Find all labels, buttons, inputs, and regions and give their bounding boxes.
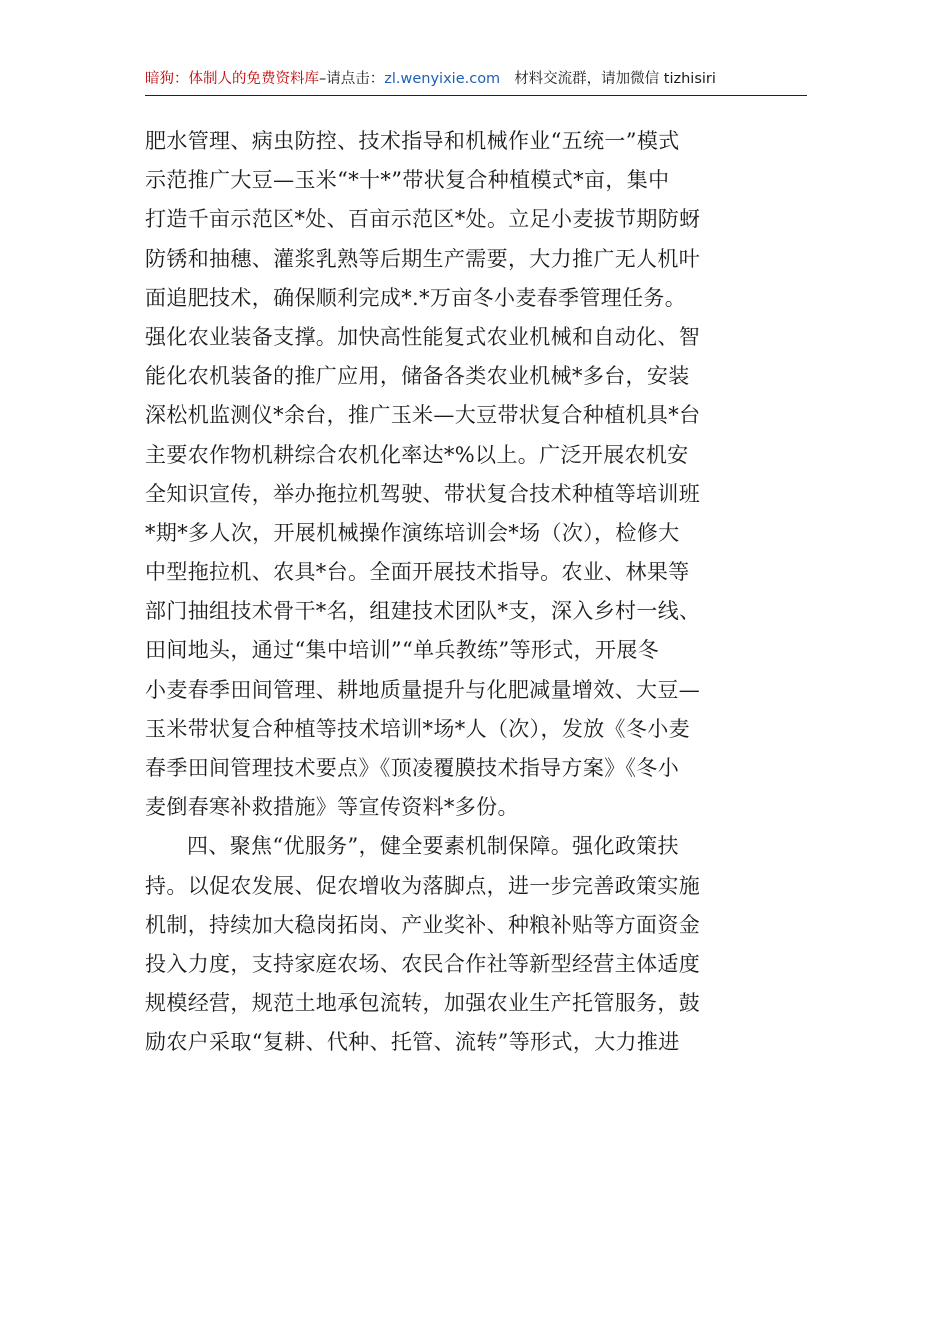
text-line: 主要农作物机耕综合农机化率达*%以上。广泛开展农机安 <box>145 442 689 467</box>
header-group-note: 材料交流群，请加微信 tizhisiri <box>514 71 716 87</box>
header-divider <box>145 95 807 96</box>
section-heading-line: 四、聚焦“优服务”，健全要素机制保障。强化政策扶 <box>187 834 679 859</box>
header-click-label: –请点击： <box>319 71 385 87</box>
header-site-name: 暗狗：体制人的免费资料库 <box>145 71 319 87</box>
text-line: 部门抽组技术骨干*名，组建技术团队*支，深入乡村一线、 <box>145 599 701 624</box>
text-line: 中型拖拉机、农具*台。全面开展技术指导。农业、林果等 <box>145 560 690 585</box>
text-line: 励农户采取“复耕、代种、托管、流转”等形式，大力推进 <box>145 1030 680 1055</box>
text-line: 麦倒春寒补救措施》等宣传资料*多份。 <box>145 795 519 820</box>
text-line: 深松机监测仪*余台，推广玉米—大豆带状复合种植机具*台 <box>145 403 701 428</box>
text-line: 打造千亩示范区*处、百亩示范区*处。立足小麦拔节期防蚜 <box>145 207 701 232</box>
text-line: 持。以促农发展、促农增收为落脚点，进一步完善政策实施 <box>145 873 701 898</box>
text-line: 机制，持续加大稳岗拓岗、产业奖补、种粮补贴等方面资金 <box>145 912 701 937</box>
text-line: *期*多人次，开展机械操作演练培训会*场（次），检修大 <box>145 520 680 545</box>
text-line: 春季田间管理技术要点》《顶凌覆膜技术指导方案》《冬小 <box>145 756 680 780</box>
text-line: 规模经营，规范土地承包流转，加强农业生产托管服务，鼓 <box>145 991 701 1016</box>
text-line: 强化农业装备支撑。加快高性能复式农业机械和自动化、智 <box>145 324 701 349</box>
text-line: 肥水管理、病虫防控、技术指导和机械作业“五统一”模式 <box>145 129 680 153</box>
text-line: 玉米带状复合种植等技术培训*场*人（次），发放《冬小麦 <box>145 716 690 741</box>
page-header <box>145 64 807 94</box>
text-line: 全知识宣传，举办拖拉机驾驶、带状复合技术种植等培训班 <box>145 481 701 506</box>
header-url-link[interactable]: zl.wenyixie.com <box>384 71 501 87</box>
document-body <box>145 122 807 1063</box>
text-line: 小麦春季田间管理、耕地质量提升与化肥减量增效、大豆— <box>145 677 701 702</box>
text-line: 能化农机装备的推广应用，储备各类农业机械*多台，安装 <box>145 364 690 389</box>
text-line: 投入力度，支持家庭农场、农民合作社等新型经营主体适度 <box>145 951 701 976</box>
text-line: 面追肥技术，确保顺利完成*.*万亩冬小麦春季管理任务。 <box>145 285 687 310</box>
text-line: 示范推广大豆—玉米“*十*”带状复合种植模式*亩，集中 <box>145 168 670 193</box>
text-line: 防锈和抽穗、灌浆乳熟等后期生产需要，大力推广无人机叶 <box>145 246 701 271</box>
text-line: 田间地头，通过“集中培训”“单兵教练”等形式，开展冬 <box>145 638 660 663</box>
